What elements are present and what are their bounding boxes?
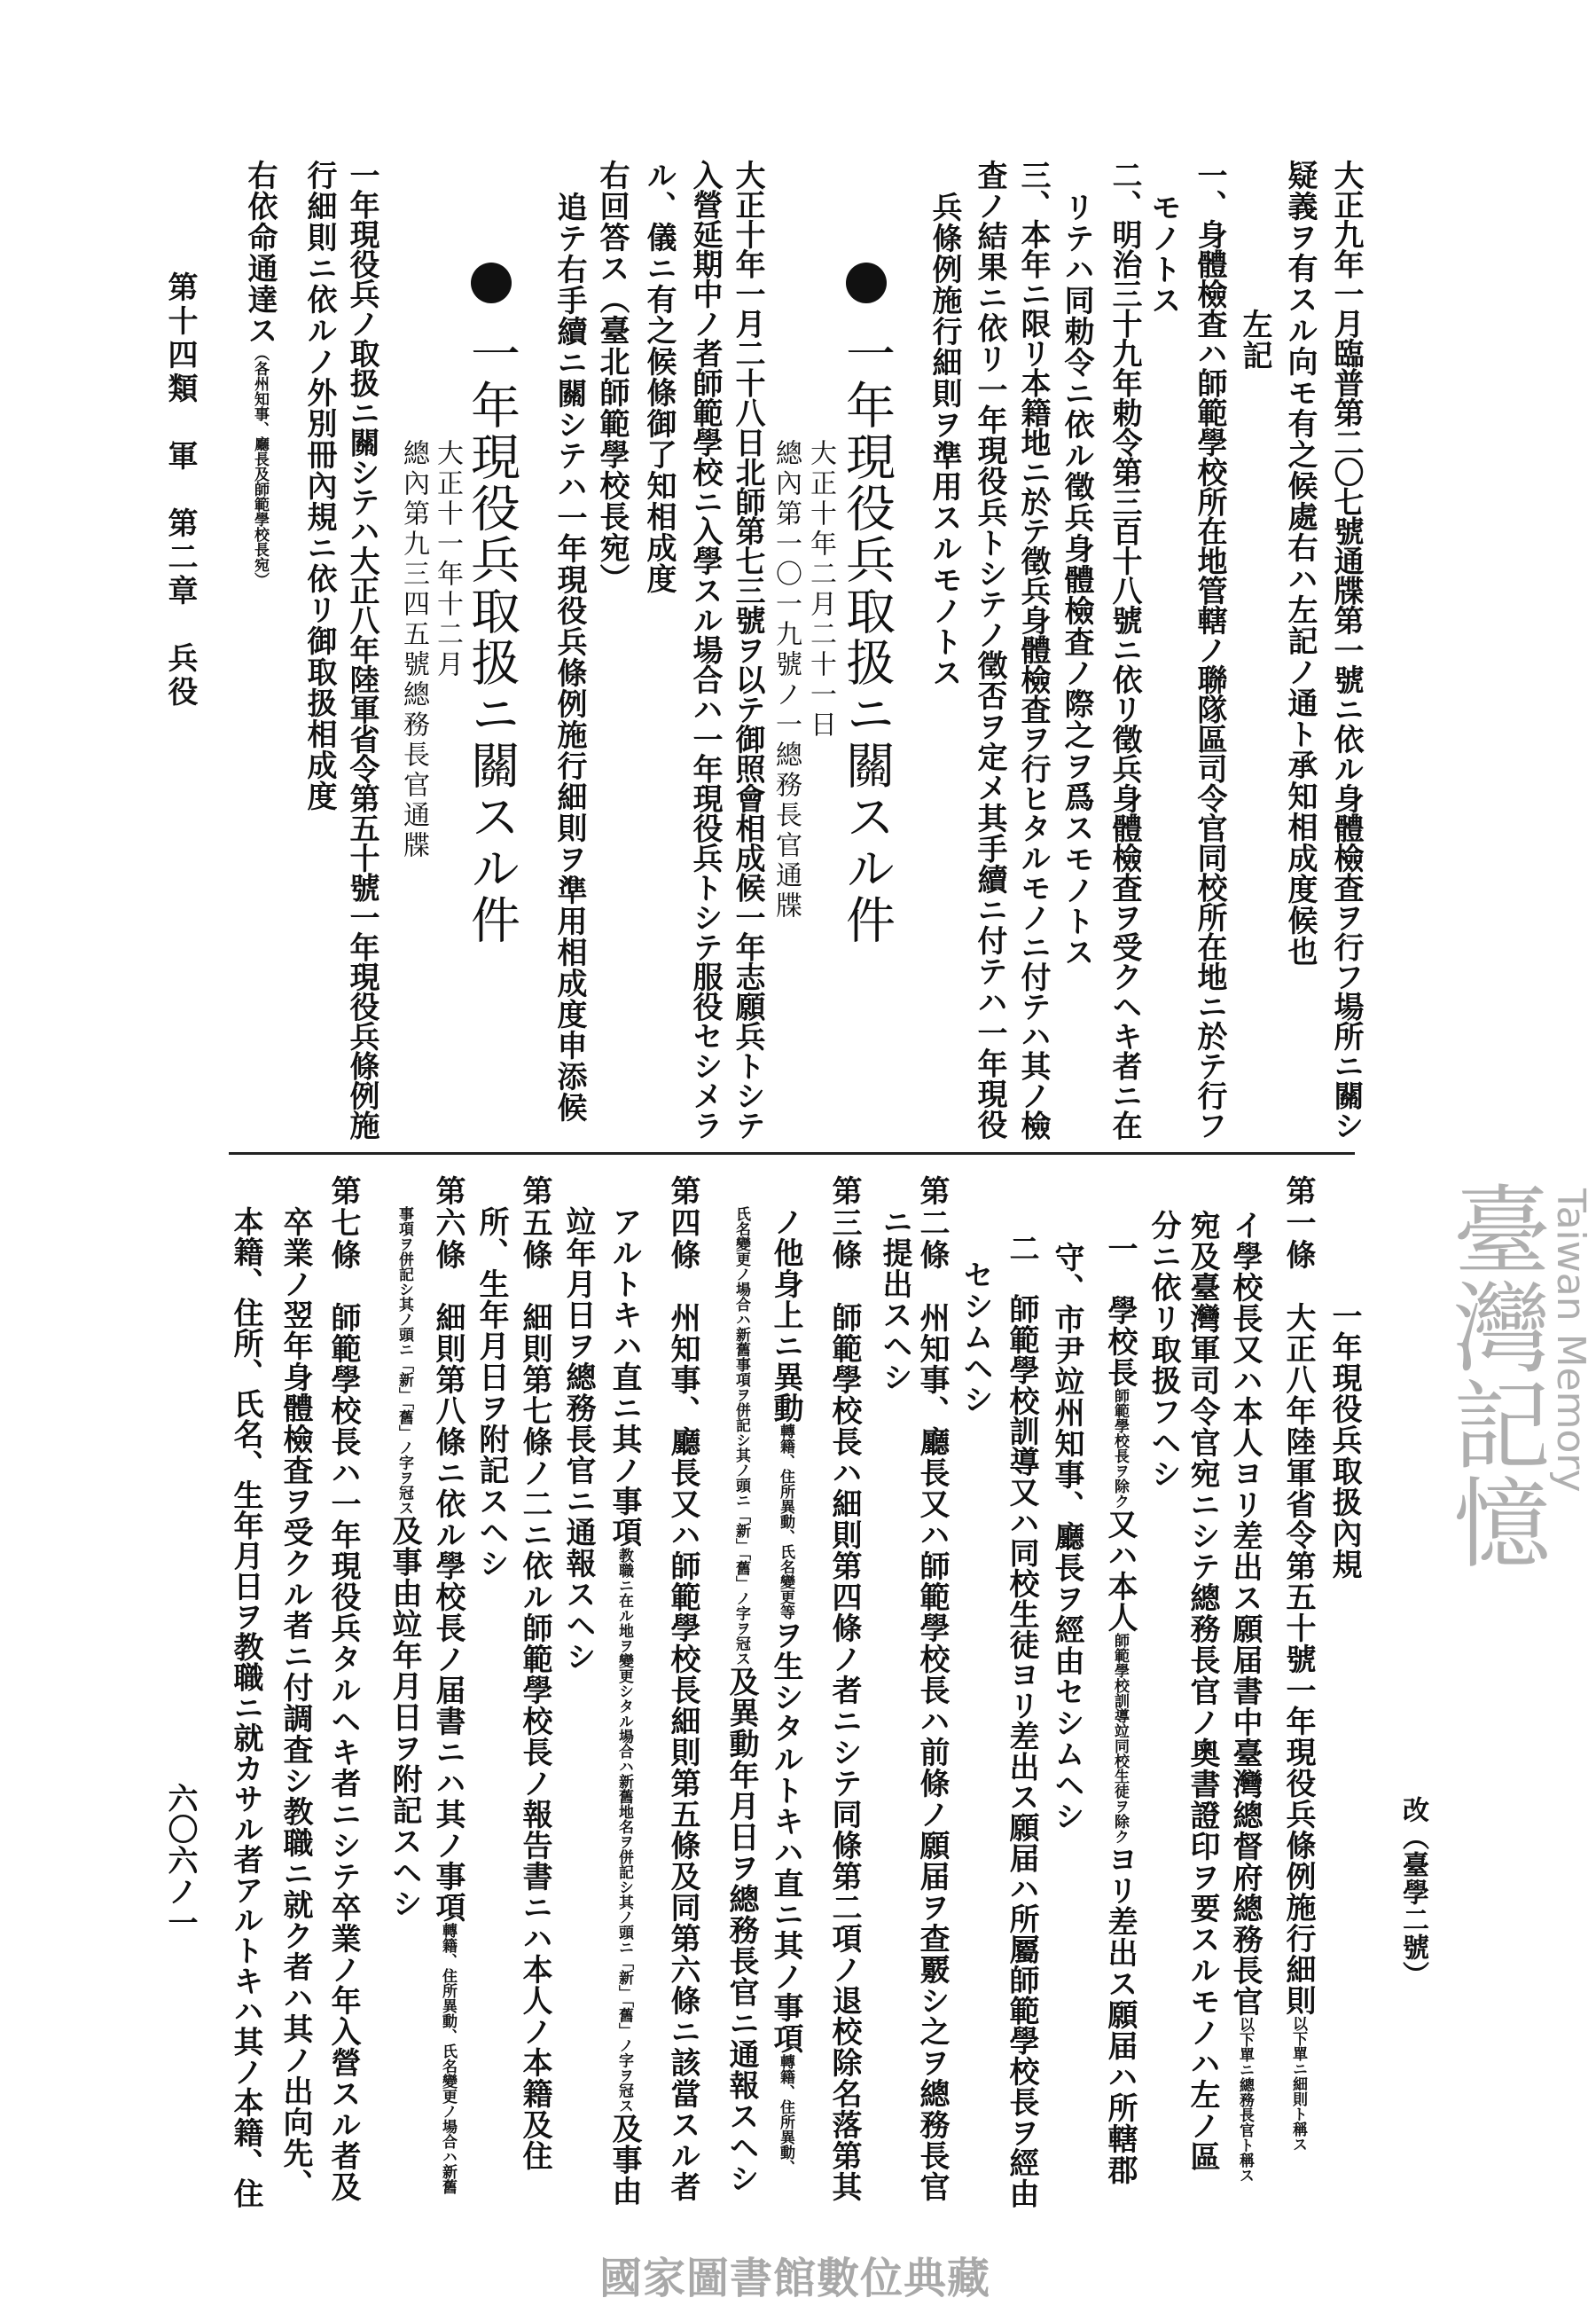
taiwan-memory-watermark-en: Taiwan Memory (1548, 1188, 1593, 1493)
body-column (606, 1206, 642, 2207)
body-column (927, 192, 962, 688)
text-run: 右回答ス（臺北師範學校長宛） (594, 160, 630, 594)
section-title (465, 328, 518, 945)
text-run: 及異動年月日ヲ總務長官ニ通報スヘシ (724, 1666, 759, 2194)
body-column (1328, 160, 1364, 1140)
interlinear-note: 轉籍、住所異動、氏名變更ノ場合ハ新舊 (439, 1923, 457, 2194)
text-run: 大正十一年十二月 (432, 439, 463, 680)
text-run: ヲ生シタルトキハ直ニ其ノ事項 (768, 1620, 803, 2054)
interlinear-note: 以下單ニ總務長官ト稱ス (1236, 2017, 1254, 2183)
article-number: 第二條 (914, 1175, 950, 1271)
body-column (228, 1206, 263, 2208)
text-run: 細則第八條ニ依ル學校長ノ届書ニハ其ノ事項 (430, 1271, 466, 1923)
body-column (1192, 160, 1227, 1140)
text-run: 及事由竝年月日ヲ附記スヘシ (387, 1515, 422, 1919)
interlinear-note: 師範學校訓導竝同校生徒ヲ除ク (1111, 1633, 1129, 1844)
text-run: 一年現役兵取扱ニ關スル件 (463, 328, 520, 945)
article-number: 第三條 (826, 1175, 862, 1271)
text-run: 査ノ結果ニ依リ一年現役兵トシテノ徵否ヲ定メ其手續ニ付テハ一年現役 (972, 160, 1007, 1140)
text-run: 守、市尹竝州知事、廳長ヲ經由セシムヘシ (1049, 1242, 1084, 1831)
text-run: 一年現役兵取扱ニ關スル件 (838, 328, 896, 945)
body-column (560, 1206, 596, 1672)
article-column (1280, 1175, 1316, 2152)
interlinear-note: 師範學校長ヲ除ク (1111, 1388, 1129, 1509)
interlinear-note: 氏名變更ノ場合ハ新舊事項ヲ併記シ其ノ頭ニ「新」「舊」ノ字ヲ冠ス (732, 1206, 750, 1667)
text-run: 州知事、廳長又ハ師範學校長ハ前條ノ願届ヲ查覈シ之ヲ總務長官 (914, 1271, 950, 2202)
page-number: 六〇六ノ一 (162, 1783, 198, 1938)
text-run: 三、本年ニ限リ本籍地ニ於テ徵兵身體檢査ヲ行ヒタルモノニ付テハ其ノ檢 (1015, 160, 1051, 1141)
body-column (724, 1206, 759, 2194)
body-column (768, 1206, 803, 2175)
text-run: 又ハ本人 (1102, 1509, 1138, 1633)
body-column (730, 160, 765, 1140)
issue-date (804, 439, 836, 741)
article-column (826, 1175, 862, 2202)
article-number: 第一條 (1280, 1175, 1316, 1271)
text-run: 大正十年一月二十八日北師第七三號ヲ以テ御照會相成候一年志願兵トシテ (730, 160, 765, 1141)
interlinear-note: 轉籍、住所異動、氏名變更等 (777, 1424, 794, 1620)
article-number: 第四條 (665, 1175, 700, 1271)
interlinear-note: 教職ニ在ル地ヲ變更シタル場合ハ新舊地名ヲ併記シ其ノ頭ニ「新」「舊」ノ字ヲ冠ス (615, 1548, 633, 2114)
circular-reference (397, 439, 429, 861)
text-run: ニ提出スヘシ (877, 1206, 912, 1392)
text-run: 大正八年陸軍省令第五十號一年現役兵條例施行細則 (1280, 1271, 1316, 2016)
body-column (1227, 1210, 1263, 2183)
body-column (1102, 1233, 1138, 2185)
text-run: 師範學校長ハ細則第四條ノ者ニシテ同條第二項ノ退校除名落第其 (826, 1271, 862, 2202)
interlinear-note: （各州知事、廳長及師範學校長宛） (251, 346, 269, 587)
text-run: 師範學校長ハ一年現役兵タルヘキ者ニシテ卒業ノ年入營スル者及 (325, 1271, 361, 2202)
library-watermark: 國家圖書館數位典藏 (599, 2254, 991, 2303)
text-run: 總內第一〇一九號ノ一總務長官通牒 (771, 439, 802, 922)
text-run: アルトキハ直ニ其ノ事項 (606, 1206, 642, 1548)
body-column (242, 160, 278, 587)
body-column (1015, 160, 1051, 1140)
text-run: 分ニ依リ取扱フヘシ (1146, 1210, 1181, 1489)
text-run: 大正十年二月二十一日 (805, 439, 836, 741)
text-run: 追テ右手續ニ關シテハ一年現役兵條例施行細則ヲ準用相成度申添候 (552, 192, 587, 1123)
body-column (387, 1206, 422, 1919)
text-run: 一 學校長 (1102, 1233, 1138, 1388)
text-run: 疑義ヲ有スル向モ有之候處右ハ左記ノ通ト承知相成度候也 (1282, 160, 1318, 967)
article-number: 第七條 (325, 1175, 361, 1271)
body-column (473, 1206, 509, 1579)
article-number: 第五條 (517, 1175, 552, 1271)
text-run: 細則第七條ノ二ニ依ル師範學校長ノ報告書ニハ本人ノ本籍及住 (517, 1271, 552, 2171)
article-column (665, 1175, 700, 2202)
regulation-title (1326, 1300, 1362, 1580)
interlinear-note: 事項ヲ併記シ其ノ頭ニ「新」「舊」ノ字ヲ冠ス (395, 1206, 413, 1516)
text-run: 本籍、住所、氏名、生年月日ヲ教職ニ就カサル者アルトキハ其ノ本籍、住 (228, 1206, 263, 2208)
bullet-icon (471, 263, 512, 303)
text-run: 右依命通達ス (242, 160, 278, 346)
article-column (914, 1175, 950, 2202)
article-column (430, 1175, 466, 2194)
text-run: 左記 (1237, 309, 1272, 371)
text-run: 州知事、廳長又ハ師範學校長細則第五條及同第六條ニ該當スル者 (665, 1271, 700, 2202)
text-run: 一年現役兵ノ取扱ニ關シテハ大正八年陸軍省令第五十號一年現役兵條例施 (344, 160, 379, 1141)
revision-mark: 改（臺學二號） (1397, 1796, 1428, 1988)
text-run: 卒業ノ翌年身體檢査ヲ受クル者ニ付調査シ教職ニ就ク者ハ其ノ出向先、 (278, 1206, 313, 2200)
interlinear-note: 以下單ニ細則ト稱ス (1289, 2016, 1307, 2152)
text-run: 竝年月日ヲ總務長官ニ通報スヘシ (560, 1206, 596, 1672)
text-run: 兵條例施行細則ヲ準用スルモノトス (927, 192, 962, 688)
taiwan-memory-watermark: 臺灣記憶 (1437, 1180, 1551, 1570)
body-column (1004, 1233, 1039, 2208)
section-title (838, 328, 896, 945)
text-run: 二、明治三十九年勅令第三百十八號ニ依リ徵兵身體檢査ヲ受クヘキ者ニ在 (1107, 160, 1142, 1141)
body-column (1059, 192, 1094, 968)
body-column (877, 1206, 912, 1392)
text-run: 入營延期中ノ者師範學校ニ入學スル場合ハ一年現役兵トシテ服役セシメラ (687, 160, 723, 1141)
body-column (1146, 192, 1181, 316)
body-column (1107, 160, 1142, 1140)
text-run: 一、身體檢査ハ師範學校所在地管轄ノ聯隊區司令官同校所在地ニ於テ行フ (1192, 160, 1227, 1141)
text-run: イ學校長又ハ本人ヨリ差出ス願届書中臺灣總督府總務長官 (1227, 1210, 1263, 2017)
body-column (687, 160, 723, 1140)
body-column (301, 160, 337, 812)
section-divider (229, 1152, 1355, 1155)
article-column (517, 1175, 552, 2171)
text-run: セシムヘシ (958, 1259, 993, 1415)
body-column (641, 160, 677, 594)
article-column (325, 1175, 361, 2202)
interlinear-note: 轉籍、住所異動、 (777, 2054, 794, 2175)
text-run: ヨリ差出ス願届ハ所轄郡 (1102, 1844, 1138, 2185)
body-column (278, 1206, 313, 2200)
text-run: 二 師範學校訓導又ハ同校生徒ヨリ差出ス願届ハ所屬師範學校長ヲ經由 (1004, 1233, 1039, 2208)
text-run: ノ他身上ニ異動 (768, 1206, 803, 1424)
text-run: 大正九年一月臨普第二〇七號通牒第一號ニ依ル身體檢査ヲ行フ場所ニ關シ (1328, 160, 1364, 1141)
body-column (1282, 160, 1318, 967)
issue-date (431, 439, 463, 680)
text-run: ル、儀ニ有之候條御了知相成度 (641, 160, 677, 594)
body-column (552, 192, 587, 1123)
text-run: リテハ同勅令ニ依ル徵兵身體檢査ノ際之ヲ爲スモノトス (1059, 192, 1094, 968)
body-column (972, 160, 1007, 1140)
article-number: 第六條 (430, 1175, 466, 1271)
text-run: 行細則ニ依ルノ外別冊內規ニ依リ御取扱相成度 (301, 160, 337, 812)
text-run: モノトス (1146, 192, 1181, 316)
running-header: 第十四類 軍 第二章 兵役 (162, 271, 198, 710)
body-column (594, 160, 630, 594)
text-run: 總內第九三四五號總務長官通牒 (398, 439, 429, 861)
bullet-icon (846, 263, 887, 303)
body-column (344, 160, 379, 1140)
body-column (1185, 1210, 1220, 2172)
circular-reference (770, 439, 802, 922)
text-run: 一年現役兵取扱內規 (1326, 1300, 1362, 1580)
heading-left-note (1237, 309, 1272, 371)
body-column (1049, 1242, 1084, 1831)
text-run: 宛及臺灣軍司令官宛ニシテ總務長官ノ奧書證印ヲ要スルモノハ左ノ區 (1185, 1210, 1220, 2172)
text-run: 所、生年月日ヲ附記スヘシ (473, 1206, 509, 1579)
text-run: 及事由 (606, 2113, 642, 2207)
body-column (958, 1259, 993, 1415)
body-column (1146, 1210, 1181, 1489)
